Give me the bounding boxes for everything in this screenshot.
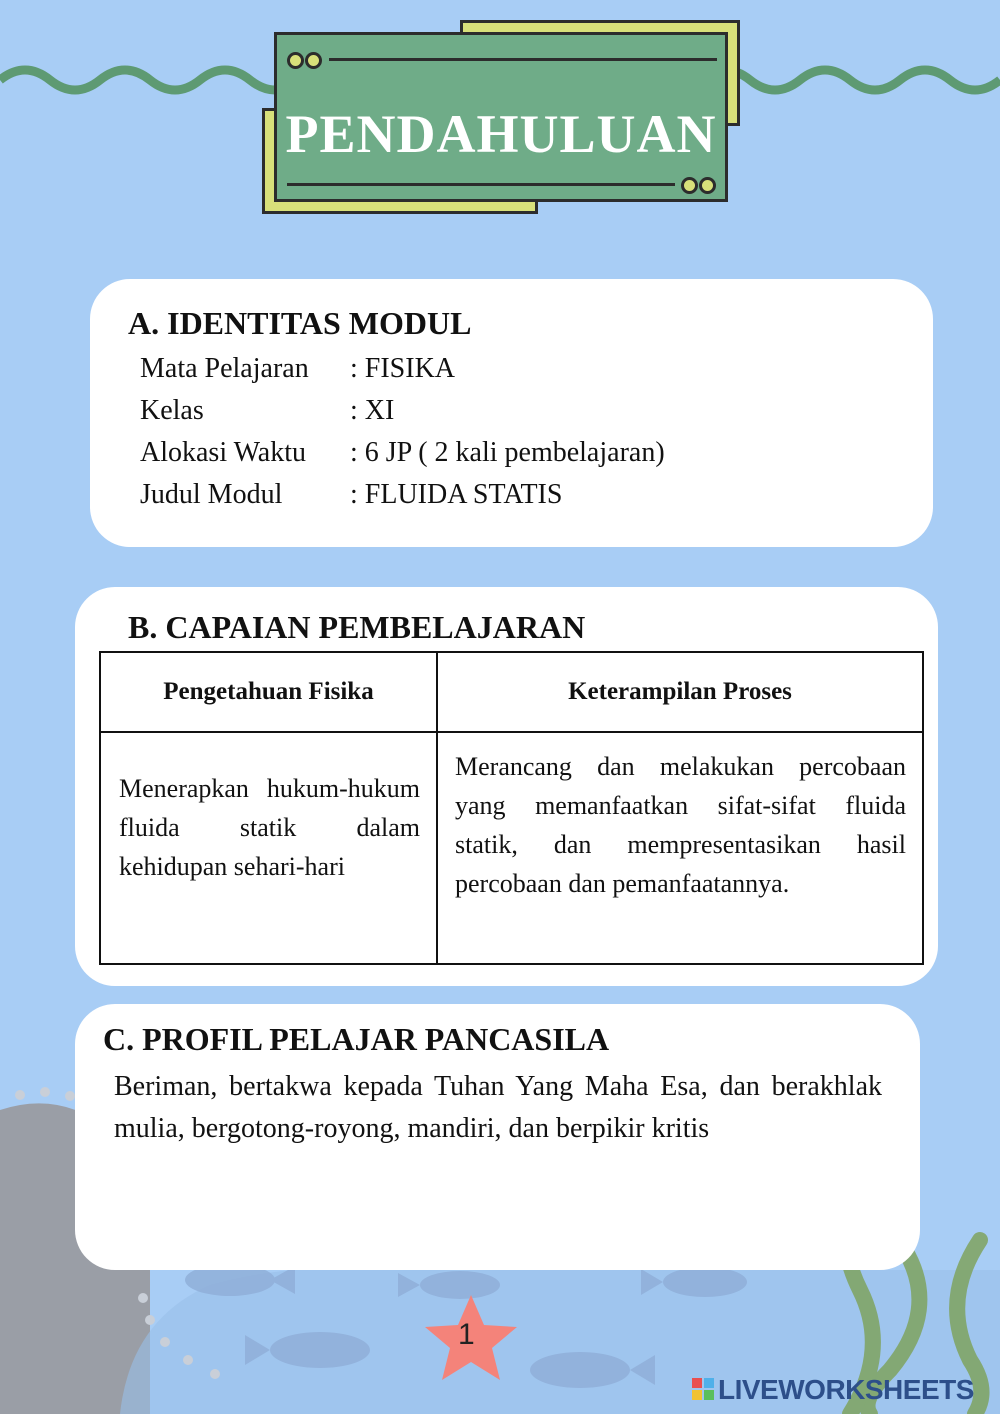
identitas-value: : FISIKA [350,353,456,384]
identitas-row [140,353,455,385]
ring-icon [681,177,698,194]
table-row [100,732,923,964]
liveworksheets-logo-icon [692,1378,714,1400]
identitas-value: : FLUIDA STATIS [350,479,563,510]
header-line-top [329,58,717,61]
identitas-label: Judul Modul [140,479,283,510]
profil-text: Beriman, bertakwa kepada Tuhan Yang Maha Esa, dan berakhlak mulia, bergotong-royong, mandiri, dan berpikir kritis [114,1071,882,1144]
table-header-cell: Pengetahuan Fisika [100,652,437,732]
header-front-rect [274,32,728,202]
identitas-row [140,437,665,469]
identitas-value: : XI [350,395,395,426]
capaian-heading: B. CAPAIAN PEMBELAJARAN [128,609,586,645]
page-number: 1 [458,1318,475,1351]
profil-heading: C. PROFIL PELAJAR PANCASILA [103,1021,610,1057]
header-banner [262,20,740,214]
header-line-bottom [287,183,675,186]
identitas-label: Mata Pelajaran [140,353,309,384]
table-cell: Menerapkan hukum-hukum fluida statik dalam kehidupan sehari-hari [100,732,437,964]
page-title: PENDAHULUAN [285,104,717,164]
watermark: LIVEWORKSHEETS [718,1374,974,1405]
identitas-row [140,395,394,427]
capaian-table [99,651,924,965]
ring-icon [699,177,716,194]
identitas-label: Alokasi Waktu [140,437,306,468]
table-header-cell: Keterampilan Proses [437,652,923,732]
ring-icon [287,52,304,69]
identitas-label: Kelas [140,395,204,426]
ring-icon [305,52,322,69]
table-cell: Merancang dan melakukan percobaan yang memanfaatkan sifat-sifat fluida statik, dan mempresentasikan hasil percobaan dan pemanfaatannya. [437,732,923,964]
identitas-row [140,479,562,511]
table-header-row [100,652,923,732]
identitas-heading: A. IDENTITAS MODUL [128,305,472,341]
identitas-value: : 6 JP ( 2 kali pembelajaran) [350,437,665,468]
